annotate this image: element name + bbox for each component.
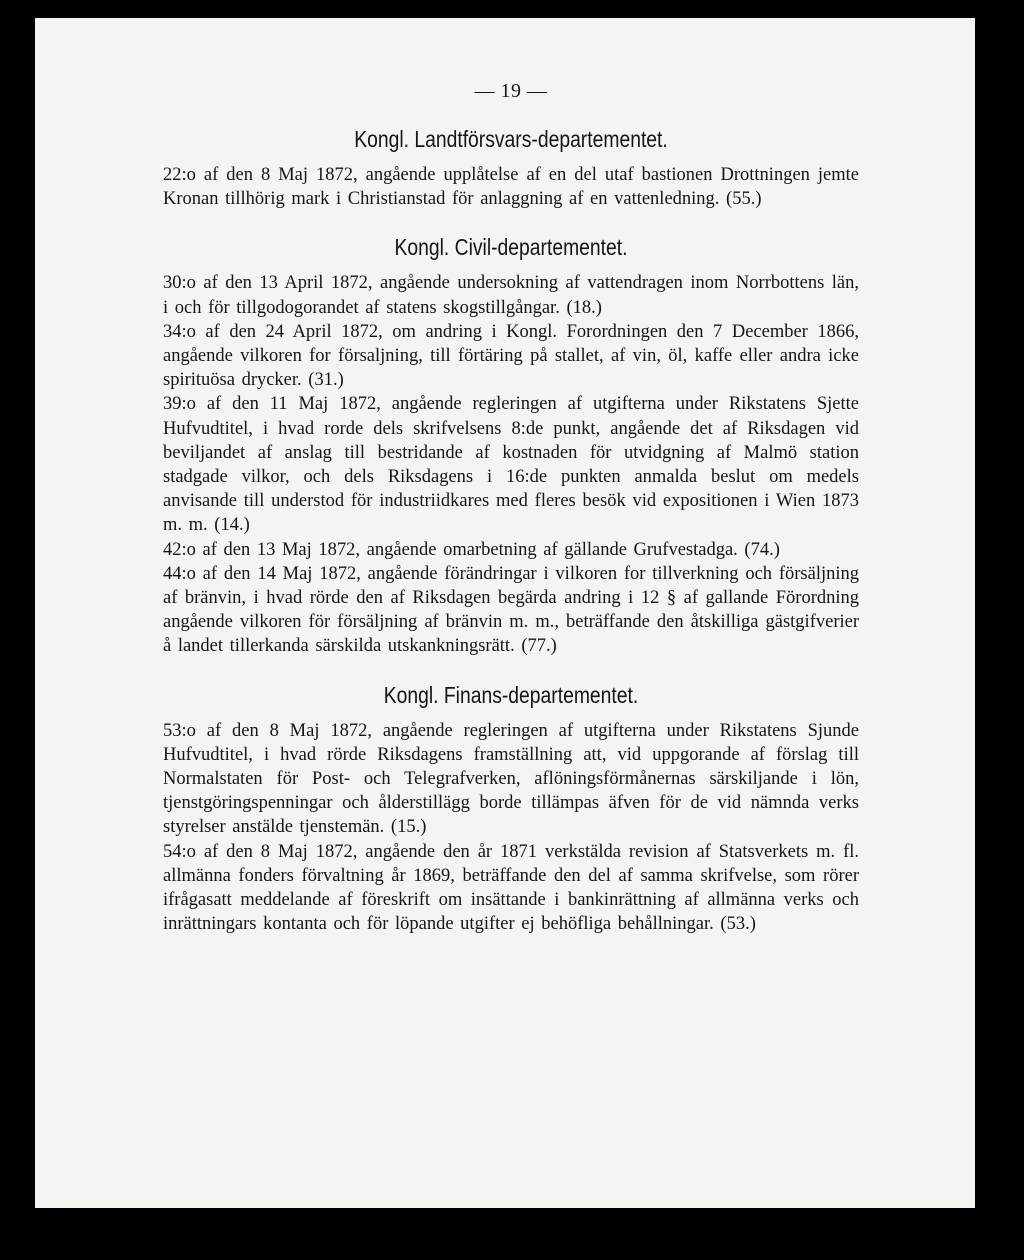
section-heading: Kongl. Finans-departementet. bbox=[383, 681, 639, 708]
document-page bbox=[35, 18, 975, 1208]
entry-paragraph: 54:o af den 8 Maj 1872, angående den år 1871 verkstälda revision af Statsverkets m. fl. allmänna fonders förvaltning år 1869, beträffande den del af samma skrifvelse, som rörer ifrågasatt meddelande af föreskrift om insättande i bankinrättning af allmänna verks och inrättningars kontanta och för löpande utgifter ej behöfliga behållningar. (53.) bbox=[163, 841, 859, 935]
entry-paragraph: 34:o af den 24 April 1872, om andring i Kongl. Forordningen den 7 December 1866, angående vilkoren for försaljning, till förtäring på stallet, af vin, öl, kaffe eller andra icke spirituösa drycker. (31.) bbox=[163, 321, 859, 391]
section-finans bbox=[163, 680, 859, 937]
section-landtforsvar bbox=[163, 124, 859, 211]
section-heading: Kongl. Landtförsvars-departementet. bbox=[354, 126, 668, 152]
entry-paragraph: 30:o af den 13 April 1872, angående undersokning af vattendragen inom Norrbottens län, i och för tillgodogorandet af statens skogstillgångar. (18.) bbox=[163, 273, 859, 318]
page-content bbox=[163, 78, 859, 936]
entry-paragraph: 39:o af den 11 Maj 1872, angående regleringen af utgifterna under Rikstatens Sjette Hufvudtitel, i hvad rorde dels skrifvelsens 8:de punkt, angående det af Riksdagen vid beviljandet af anslag till bestridande af kostnaden för utvidgning af Malmö station stadgade vilkor, och dels Riksdagens i 16:de punkten anmalda beslut om medels anvisande till understod för industriidkares med fleres besök vid expositionen i Wien 1873 m. m. (14.) bbox=[163, 394, 859, 536]
entry-paragraph: 53:o af den 8 Maj 1872, angående regleringen af utgifterna under Rikstatens Sjunde Hufvudtitel, i hvad rörde Riksdagens framställning att, vid uppgorande af förslag till Normalstaten för Post- och Telegrafverken, aflöningsförmånernas särskiljande i lön, tjenstgöringspenningar och ålderstillägg borde tillämpas äfven för de vid nämnda verks styrelser anstälde tjenstemän. (15.) bbox=[163, 720, 859, 838]
page-number: — 19 — bbox=[474, 80, 548, 102]
entry-paragraph: 44:o af den 14 Maj 1872, angående förändringar i vilkoren for tillverkning och försäljning af bränvin, i hvad rörde den af Riksdagen begärda andring i 12 § af gallande Förordning angående vilkoren för försäljning af bränvin m. m., beträffande den åtskilliga gästgifverier å landet tillerkanda särskilda utskankningsrätt. (77.) bbox=[163, 563, 859, 657]
entry-paragraph: 22:o af den 8 Maj 1872, angående upplåtelse af en del utaf bastionen Drottningen jemte Kronan tillhörig mark i Christianstad för anlaggning af en vattenledning. (55.) bbox=[163, 165, 859, 210]
section-heading: Kongl. Civil-departementet. bbox=[394, 234, 628, 261]
section-civil bbox=[163, 232, 859, 658]
entry-paragraph: 42:o af den 13 Maj 1872, angående omarbetning af gällande Grufvestadga. (74.) bbox=[163, 539, 780, 560]
